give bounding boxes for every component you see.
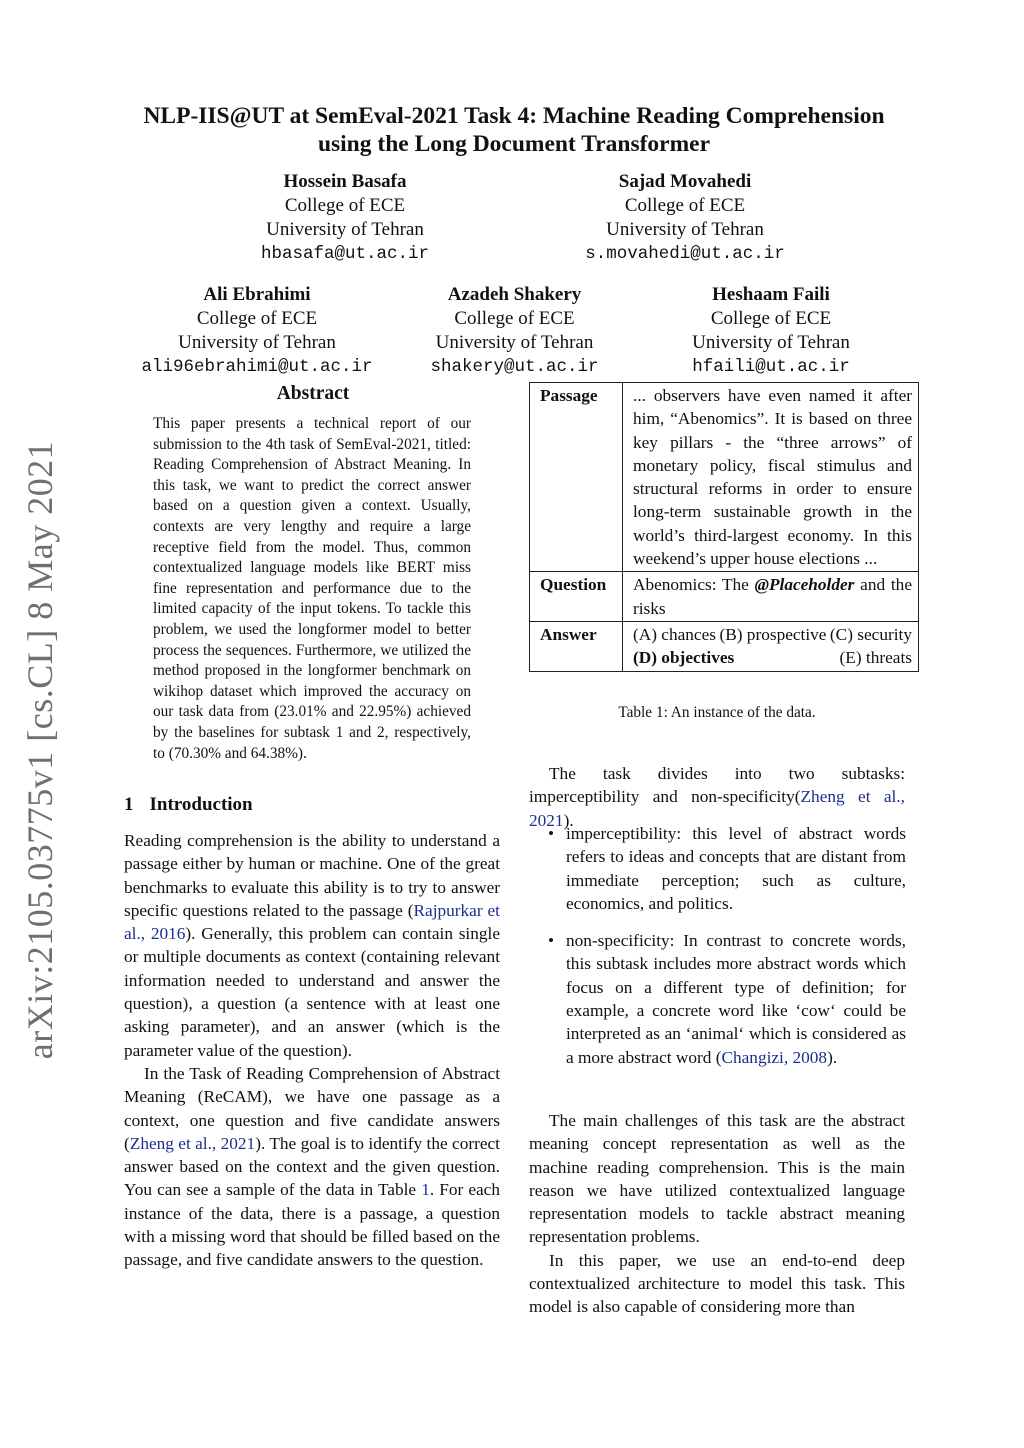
table-row [530, 383, 919, 572]
text-run: In the Task of Reading Comprehension of Abstract Meaning (ReCAM), we have one passage as a context, one question and five candidate answers ( [124, 1063, 500, 1153]
author-name: Heshaam Faili [712, 284, 830, 305]
text-run: ). [563, 810, 574, 830]
bullet-icon: • [548, 824, 555, 843]
citation-link[interactable]: Changizi, 2008 [721, 1047, 828, 1067]
text-run: imperceptibility: this level of abstract words refers to ideas and concepts that are distant from immediate perception; such as culture, economics, and politics. [566, 824, 906, 913]
author-univ: University of Tehran [178, 332, 336, 353]
abstract-heading: Abstract [276, 383, 350, 404]
citation-link[interactable]: Zheng et al., 2021 [529, 787, 905, 830]
author-email[interactable]: hfaili@ut.ac.ir [692, 357, 850, 377]
author-dept: College of ECE [454, 308, 575, 329]
author-block [660, 283, 882, 379]
author-dept: College of ECE [624, 195, 746, 216]
paper-title-line2: using the Long Document Transformer [317, 131, 711, 157]
table-caption: Table 1: An instance of the data. [618, 704, 816, 721]
introduction-body [124, 829, 500, 1272]
paragraph [124, 1062, 500, 1272]
abstract-text: This paper presents a technical report of our submission to the 4th task of SemEval-2021, titled: Reading Comprehension of Abstract Meaning. In this task, we want to predict the correct answer based on a question given a context. Usually, contexts are very lengthy and require a large receptive field from the model. Thus, common contextualized language models like BERT miss fine representation and performance due to the limited capacity of the input tokens. To tackle this problem, we used the longformer model to better process the sequences. Furthermore, we utilized the method proposed in the longformer benchmark on wikihop dataset which improved the accuracy on our task data from (23.01% and 22.95%) achieved by the baselines for subtask 1 and 2, respectively, to (70.30% and 64.38%). [153, 415, 471, 762]
author-univ: University of Tehran [435, 332, 594, 353]
row-label: Passage [530, 383, 623, 572]
table-row [530, 621, 919, 671]
author-univ: University of Tehran [692, 332, 850, 353]
paragraph: In this paper, we use an end-to-end deep contextualized architecture to model this task. This model is also capable of considering more than [529, 1250, 905, 1317]
author-email[interactable]: s.movahedi@ut.ac.ir [585, 244, 785, 264]
author-block [545, 170, 825, 266]
author-dept: College of ECE [196, 308, 318, 329]
section-title: Introduction [149, 794, 253, 815]
text-run: ). The goal is to identify the correct answer based on the context and the given question. You can see a sample of the data in Table [124, 1133, 500, 1200]
text-run: and the risks [633, 575, 912, 618]
author-dept: College of ECE [284, 195, 406, 216]
author-block [215, 170, 475, 266]
answer-option: (E) threats [839, 648, 912, 668]
author-univ: University of Tehran [266, 219, 424, 240]
text-run: Abenomics: The [633, 575, 755, 595]
passage-cell: ... observers have even named it after him, “Abenomics”. It is based on three key pillars - the “three arrows” of monetary policy, fiscal stimulus and structural reforms in order to ensure long-term sustainable growth in the world’s third-largest economy. In this weekend’s upper house elections ... [623, 383, 919, 572]
author-dept: College of ECE [710, 308, 832, 329]
table-reference-link[interactable]: 1 [421, 1180, 430, 1200]
answer-options-line [633, 646, 912, 669]
answer-option: (C) security [829, 624, 912, 644]
author-email[interactable]: hbasafa@ut.ac.ir [260, 244, 430, 264]
answer-option: (B) prospective [719, 624, 827, 644]
bullet-icon: • [548, 931, 555, 951]
paper-title [110, 102, 918, 158]
answer-options-line [633, 623, 912, 646]
correct-answer-option: (D) objectives [633, 648, 735, 668]
paragraph [124, 829, 500, 1062]
text-run: The task divides into two subtasks: imperceptibility and non-specificity( [529, 764, 905, 807]
paragraph: The main challenges of this task are the abstract meaning concept representation as well as the machine reading comprehension. This is the main reason we have utilized contextualized language representation models to tackle abstract meaning representation problems. [529, 1111, 905, 1247]
author-name: Sajad Movahedi [618, 171, 752, 192]
list-item [548, 929, 906, 1069]
arxiv-identifier [14, 440, 66, 1060]
citation-link[interactable]: Rajpurkar et al., 2016 [124, 900, 500, 944]
author-email[interactable]: ali96ebrahimi@ut.ac.ir [141, 357, 373, 377]
subtask-list [548, 822, 906, 1069]
table-row [530, 572, 919, 622]
section-heading [124, 794, 253, 816]
section-number: 1 [124, 794, 134, 815]
answer-cell [623, 621, 919, 671]
text-run: ). [827, 1047, 838, 1067]
author-univ: University of Tehran [606, 219, 764, 240]
question-cell [623, 572, 919, 622]
arxiv-identifier-text: arXiv:2105.03775v1 [cs.CL] 8 May 2021 [20, 440, 60, 1060]
author-email[interactable]: shakery@ut.ac.ir [430, 357, 599, 377]
author-name: Azadeh Shakery [447, 284, 582, 305]
list-item [548, 822, 906, 915]
right-column-body [529, 1109, 905, 1319]
data-instance-table [529, 382, 919, 672]
row-label: Answer [530, 621, 623, 671]
answer-option: (A) chances [633, 624, 716, 644]
text-run: non-specificity: In contrast to concrete words, this subtask includes more abstract words which focus on a different type of definition; for example, a concrete word like ‘cow‘ could be interpreted as an ‘animal‘ which is considered as a more abstract word ( [566, 931, 906, 1067]
text-run: . For each instance of the data, there is a passage, a question with a missing word that should be filled based on the passage, and five candidate answers to the question. [124, 1180, 500, 1270]
row-label: Question [530, 572, 623, 622]
author-block [112, 283, 402, 379]
text-run: ). Generally, this problem can contain single or multiple documents as context (containing relevant information needed to understand and answer the question), a question (a sentence with at least one asking parameter), and an answer (which is the parameter value of the question). [124, 924, 500, 1060]
author-name: Ali Ebrahimi [203, 284, 311, 305]
placeholder-token: @Placeholder [754, 575, 855, 595]
citation-link[interactable]: Zheng et al., 2021 [129, 1133, 256, 1153]
text-run: Reading comprehension is the ability to understand a passage either by human or machine. One of the great benchmarks to evaluate this ability is to try to answer specific questions related to the passage ( [124, 831, 500, 920]
author-name: Hossein Basafa [283, 171, 407, 192]
paper-title-line1: NLP-IIS@UT at SemEval-2021 Task 4: Machine Reading Comprehension [143, 103, 885, 129]
author-block [407, 283, 622, 379]
